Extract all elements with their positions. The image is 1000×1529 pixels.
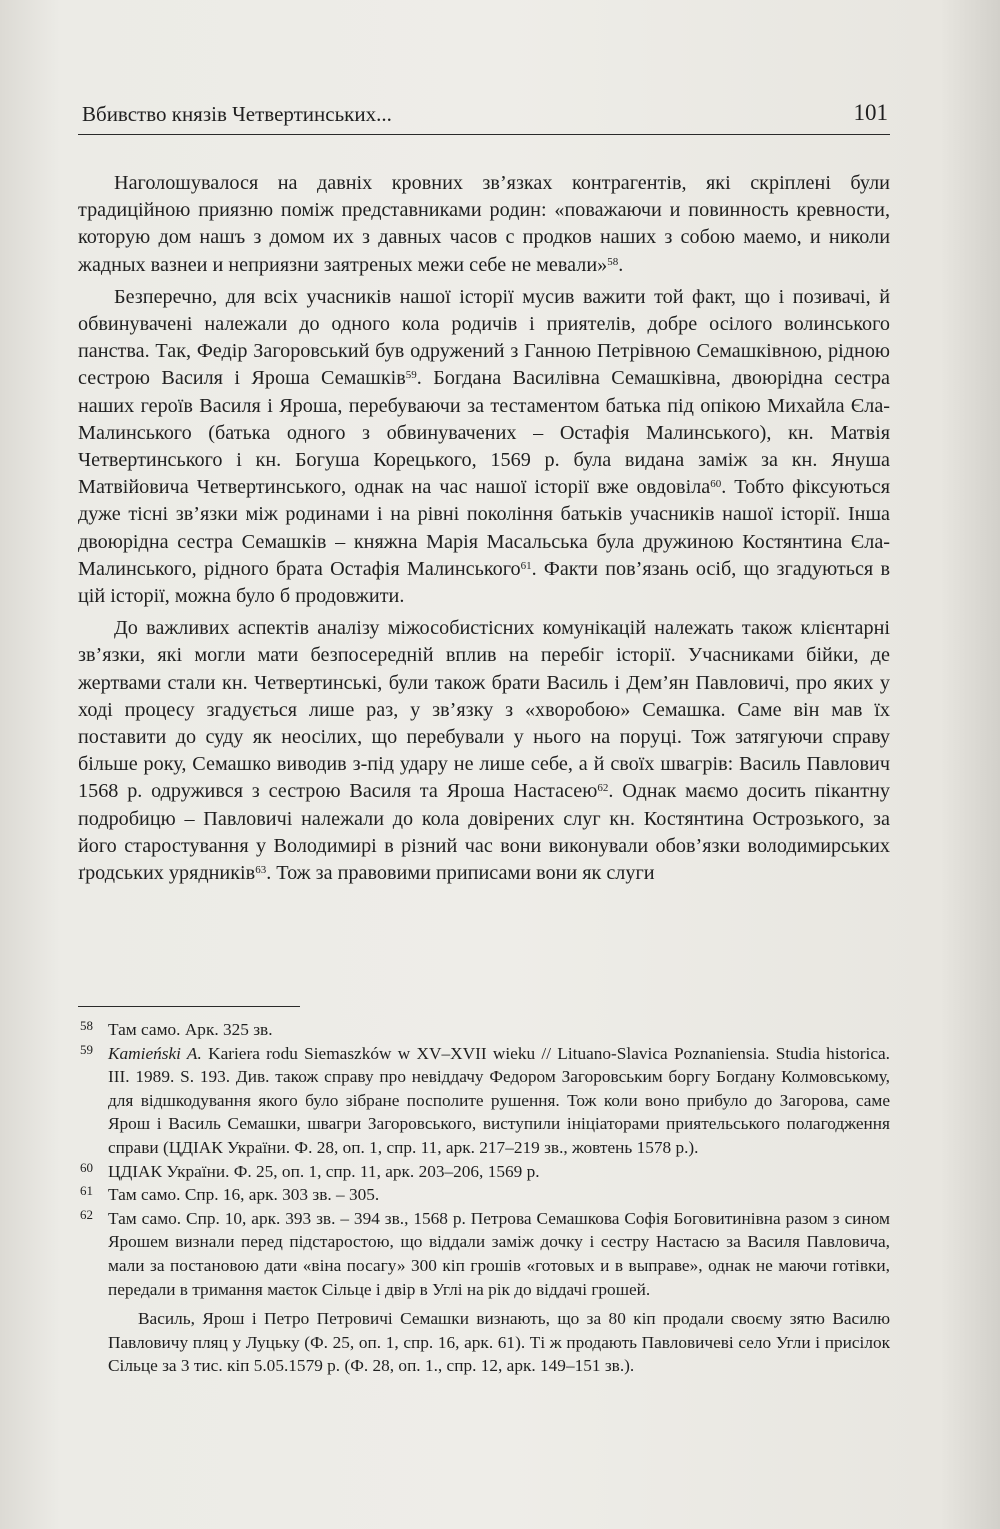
footnote-ref-60: 60 [710, 478, 722, 491]
footnote-number: 58 [80, 1018, 93, 1033]
paragraph-text: . Однак маємо досить пікантну подробицю – Павловичі належали до кола довірених слуг кн. Костянтина Острозького, за його старостування у Володимирі в різний час вони виконували обов’язки володимирських ґродських урядників [78, 780, 890, 885]
footnote-author: Kamieński A. [108, 1043, 202, 1063]
footnote-ref-61: 61 [520, 559, 532, 572]
running-title: Вбивство князів Четвертинських... [82, 102, 392, 126]
footnote-ref-59: 59 [405, 369, 417, 382]
footnote [78, 1183, 890, 1207]
running-header [78, 100, 890, 135]
footnote-number: 59 [80, 1041, 93, 1057]
footnote [78, 1018, 890, 1042]
footnote-ref-63: 63 [255, 864, 267, 877]
footnote [78, 1207, 890, 1301]
main-text [78, 170, 890, 887]
page-number: 101 [853, 100, 888, 125]
paragraph-text: . Тобто фіксуються дуже тісні зв’язки між родинами і на рівні покоління батьків учасників нашої історії. Інша двоюрідна сестра Семашків – княжна Марія Масальська була дружиною Костянтина Єла-Малинського, рідного брата Остафія Малинського [78, 476, 890, 580]
paragraph-2 [78, 284, 890, 610]
paragraph-3 [78, 615, 890, 887]
footnote [78, 1042, 890, 1160]
footnote-continuation: Василь, Ярош і Петро Петровичі Семашки визнають, що за 80 кіп продали своєму зятю Василю Павловичу пляц у Луцьку (Ф. 25, оп. 1, спр. 16, арк. 61). Ті ж продають Павловичеві село Угли і присілок Сільце за 3 тис. кіп 5.05.1579 р. (Ф. 28, оп. 1., спр. 12, арк. 149–151 зв.). [108, 1309, 890, 1376]
footnote-text: Там само. Спр. 10, арк. 393 зв. – 394 зв., 1568 р. Петрова Семашкова Софія Боговитинівна разом з сином Ярошем визнали перед підстаростою, що віддали заміж дочку і сестру Настасю за Василя Павловича, мали за постановою дати «віна посагу» 300 кіп грошів «готовых и в выправе», однак не маючи готівки, передали в тримання маєток Сільце і двір в Углі на рік до віддачі грошей. [108, 1208, 890, 1299]
paragraph-text: . Богдана Василівна Семашківна, двоюрідна сестра наших героїв Василя і Яроша, перебуваючи за тестаментом батька під опікою Михайла Єла-Малинського (батька одного з обвинувачених – Остафія Малинського), кн. Матвія Четвертинського і кн. Богуша Корецького, 1569 р. була видана заміж за кн. Януша Матвійовича Четвертинського, однак на час нашої історії вже овдовіла [78, 367, 891, 499]
paragraph-tail: . [618, 253, 624, 276]
footnote-ref-58: 58 [607, 255, 619, 268]
footnote-number: 61 [80, 1183, 93, 1199]
footnote-text: Там само. Спр. 16, арк. 303 зв. – 305. [108, 1185, 380, 1205]
footnotes [78, 1018, 890, 1378]
footnote [78, 1160, 890, 1184]
paragraph-text: Безперечно, для всіх учасників нашої історії мусив важити той факт, що і позивачі, й обвинувачені належали до одного кола родичів і приятелів, добре осілого волинського панства. Так, Федір Загоровський був одружений з Ганною Петрівною Семашківною, рідною сестрою Василя і Яроша Семашків [78, 285, 890, 390]
paragraph-text: Наголошувалося на давніх кровних зв’язках контрагентів, які скріплені були традиційною приязню поміж представниками родин: «поважаючи и повинность кревности, которую дом нашъ з домом их з давных часов с продков наших з собою маемо, и николи жадных вазнеи и неприязни заятреных межи себе не мевали» [78, 172, 890, 276]
footnote-text: ЦДІАК України. Ф. 25, оп. 1, спр. 11, арк. 203–206, 1569 р. [108, 1161, 540, 1181]
footnote-number: 60 [80, 1159, 93, 1175]
paragraph-text: . Факти пов’язань осіб, що згадуються в цій історії, можна було б продовжити. [78, 557, 890, 608]
footnote-text: Kariera rodu Siemaszków w XV–XVII wieku // Lituano-Slavica Poznaniensia. Studia historica. III. 1989. S. 193. Див. також справу про невіддачу Федором Загоровським боргу Богдану Колмовському, для відшкодування якого було зібране посполите рушення. Тож коли воно прибуло до Загорова, саме Ярош і Василь Семашки, швагри Загоровського, виступили ініціаторами приятельського полагодження справи (ЦДІАК України. Ф. 28, оп. 1, спр. 11, арк. 217–219 зв., жовтень 1578 р.). [108, 1043, 890, 1157]
paragraph-text: . Тож за правовими приписами вони як слуги [266, 862, 655, 885]
footnote-text: Там само. Арк. 325 зв. [108, 1020, 273, 1039]
footnote-separator [78, 1006, 300, 1007]
footnote-ref-62: 62 [597, 782, 609, 795]
paragraph-1 [78, 170, 890, 279]
footnote-number: 62 [80, 1206, 93, 1222]
paragraph-text: До важливих аспектів аналізу міжособистісних комунікацій належать також клієнтарні зв’язки, які могли мати безпосередній вплив на перебіг історії. Учасниками бійки, де жертвами стали кн. Четвертинські, були також брати Василь і Дем’ян Павловичі, про яких у ході процесу згадується лише раз, у зв’язку з «хворобою» Семашка. Саме він мав їх поставити до суду як неосілих, що перебували у нього на поруці. Тож затягуючи справу більше року, Семашко виводив з-під удару не лише себе, а й своїх швагрів: Василь Павлович 1568 р. одружився з сестрою Василя та Яроша Настасею [78, 617, 890, 803]
